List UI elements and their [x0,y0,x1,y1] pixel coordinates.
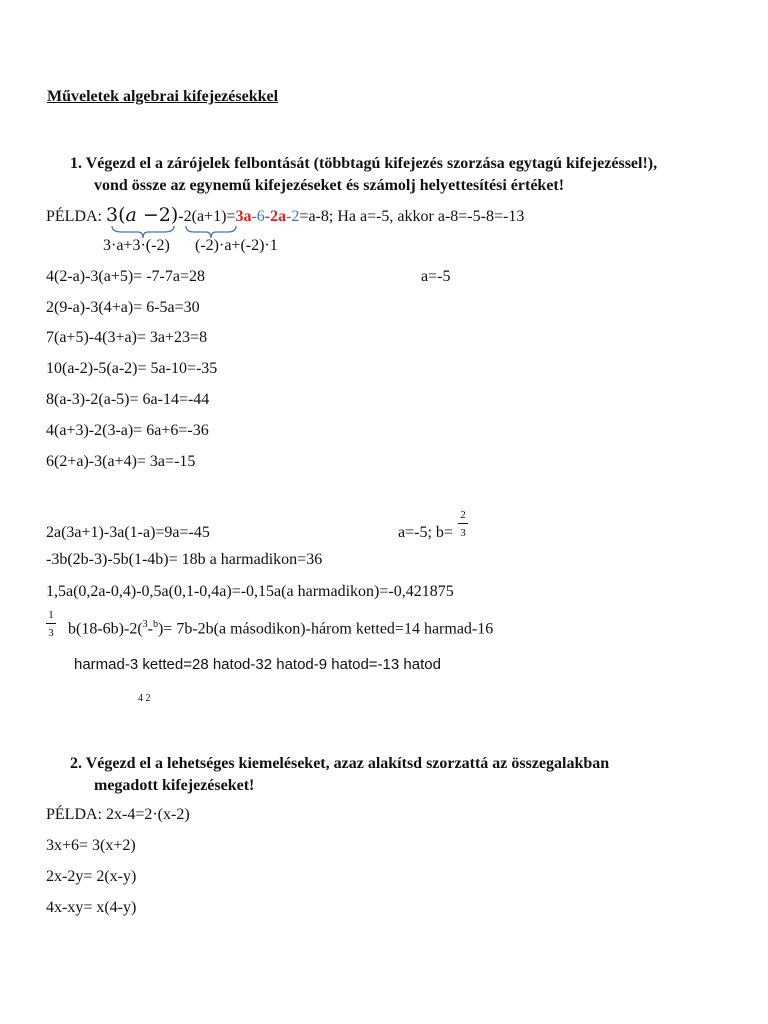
exercise-11-sup: 3 [142,619,148,630]
exercise-3: 7(a+5)-4(3+a)= 3a+23=8 [46,329,208,346]
task2-line2: megadott kifejezéseket! [94,777,255,794]
fraction-numerator: 1 [48,609,54,621]
exercise-1: 4(2-a)-3(a+5)= -7-7a=28 [46,268,205,285]
b-fraction-bar [458,523,468,524]
exercise-4: 10(a-2)-5(a-2)= 5a-10=-35 [46,360,218,377]
term-3a: 3a [235,208,252,225]
example1-expansion-2: (-2)·a+(-2)·1 [195,237,278,254]
exercise-2: 2(9-a)-3(4+a)= 6-5a=30 [46,299,200,316]
exercise-9: -3b(2b-3)-5b(1-4b)= 18b a harmadikon=36 [46,551,323,568]
example1-expansion-1: 3·a+3·(-2) [103,237,170,254]
exercise-6: 4(a+3)-2(3-a)= 6a+6=-36 [46,422,209,439]
example2-line: PÉLDA: 2x-4=2·(x-2) [46,806,190,823]
page-title: Műveletek algebrai kifejezésekkel [47,88,279,105]
exercise-11-a: b(18-6b)-2( [68,620,143,638]
example1-label: PÉLDA: [46,208,102,225]
factor-exercise-3: 4x-xy= x(4-y) [46,899,137,916]
task1-text-1: Végezd el a zárójelek felbontását (többtagú kifejezés szorzása egytagú kifejezéssel!), [85,155,658,172]
substitution-value: a=-5 [421,268,451,285]
example1-expression: 3(𝑎 −2) [106,204,179,226]
task1-line2: vond össze az egynemű kifejezéseket és számolj helyettesítési értéket! [94,177,565,194]
exercise-11-mid: - [147,620,153,638]
term-minus6: -6 [251,208,265,225]
factor-exercise-1: 3x+6= 3(x+2) [46,837,136,854]
term-minus2a: -2a [264,208,287,225]
stray-denominators: 4 2 [138,693,151,704]
exercise-11-b: b [152,619,158,630]
task1-number: 1. [70,155,82,172]
exercise-8: 2a(3a+1)-3a(1-a)=9a=-45 [46,524,210,541]
substitution-values: a=-5; b= [398,524,453,541]
exercise-7: 6(2+a)-3(a+4)= 3a=-15 [46,453,196,470]
exercise-5: 8(a-3)-2(a-5)= 6a-14=-44 [46,391,210,408]
task1-line1 [70,156,657,172]
factor-exercise-2: 2x-2y= 2(x-y) [46,868,137,885]
example1-result: =a-8; Ha a=-5, akkor a-8=-5-8=-13 [299,208,525,225]
task2-number: 2. [70,755,82,772]
fraction-denominator: 3 [48,627,54,639]
exercise-10: 1,5a(0,2a-0,4)-0,5a(0,1-0,4a)=-0,15a(a harmadikon)=-0,421875 [46,583,454,600]
example1-second-product: -2(a+1)= [178,208,236,225]
example1-line [46,206,524,225]
exercise-11-b-text: )= 7b-2b(a másodikon)-három ketted=14 harmad-16 [157,620,494,638]
fraction-bar [46,623,56,624]
task2-text-1: Végezd el a lehetséges kiemeléseket, azaz alakítsd szorzattá az összegalakban [85,755,610,772]
task2-line1 [70,756,609,772]
b-fraction-numerator: 2 [460,509,466,521]
b-fraction-denominator: 3 [460,527,466,539]
exercise-11 [68,620,493,637]
exercise-11-continued: harmad-3 ketted=28 hatod-32 hatod-9 hatod=-13 hatod [74,656,441,673]
term-minus2: -2 [286,208,300,225]
